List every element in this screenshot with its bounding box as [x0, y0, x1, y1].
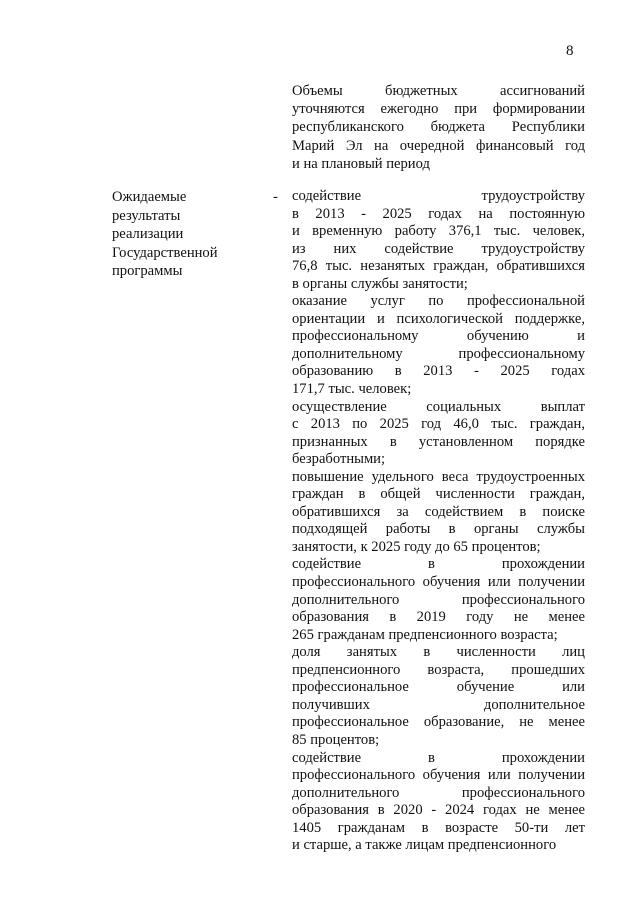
text-line: профессиональное обучение или — [292, 679, 585, 696]
text-line: образования в 2019 году не менее — [292, 609, 585, 626]
text-line: и на плановый период — [292, 155, 430, 172]
text-line: признанных в установленном порядке — [292, 433, 585, 450]
result-paragraph — [292, 399, 585, 469]
text-line: Объемы бюджетных ассигнований — [292, 83, 585, 99]
text-line: республиканского бюджета Республики — [292, 119, 585, 136]
label-line: Ожидаемые — [112, 189, 187, 205]
text-line: профессиональному обучению и — [292, 328, 585, 345]
text-line: в органы службы занятости; — [292, 275, 468, 292]
text-line: получивших дополнительное — [292, 696, 585, 713]
page-number: 8 — [566, 43, 574, 59]
text-line: профессионального обучения или получении — [292, 767, 585, 784]
text-line: из них содействие трудоустройству — [292, 240, 585, 257]
result-paragraph — [292, 188, 585, 293]
text-line: дополнительному профессиональному — [292, 345, 585, 362]
result-paragraph — [292, 293, 585, 398]
text-line: образования в 2020 - 2024 годах не менее — [292, 802, 585, 819]
result-paragraph — [292, 750, 585, 855]
text-line: содействие в прохождении — [292, 749, 585, 766]
result-paragraph — [292, 556, 585, 644]
label-dash: - — [273, 189, 278, 205]
expected-results-list — [292, 188, 585, 855]
text-line: профессиональное образование, не менее — [292, 714, 585, 731]
text-line: предпенсионного возраста, прошедших — [292, 661, 585, 678]
text-line: и временную работу 376,1 тыс. человек, — [292, 223, 585, 240]
budget-note-paragraph — [292, 82, 585, 173]
text-line: оказание услуг по профессиональной — [292, 293, 585, 310]
text-line: 76,8 тыс. незанятых граждан, обратившихся — [292, 258, 585, 275]
text-line: 265 гражданам предпенсионного возраста; — [292, 626, 558, 643]
text-line: граждан в общей численности граждан, — [292, 486, 585, 503]
label-line: результаты — [112, 207, 181, 224]
text-line: 171,7 тыс. человек; — [292, 381, 412, 398]
text-line: безработными; — [292, 451, 386, 468]
text-line: содействие в прохождении — [292, 556, 585, 573]
text-line: осуществление социальных выплат — [292, 398, 585, 415]
text-line: обратившихся за содействием в поиске — [292, 503, 585, 520]
text-line: занятости, к 2025 году до 65 процентов; — [292, 538, 541, 555]
text-line: образованию в 2013 - 2025 годах — [292, 363, 585, 380]
text-line: подходящей работы в органы службы — [292, 521, 585, 538]
text-line: с 2013 по 2025 год 46,0 тыс. граждан, — [292, 416, 585, 433]
text-line: в 2013 - 2025 годах на постоянную — [292, 205, 585, 222]
text-line: содействие трудоустройству — [292, 188, 585, 204]
text-line: повышение удельного веса трудоустроенных — [292, 468, 585, 485]
text-line: ориентации и психологической поддержке, — [292, 310, 585, 327]
label-line: программы — [112, 263, 183, 280]
text-line: 85 процентов; — [292, 731, 380, 748]
text-line: 1405 гражданам в возрасте 50-ти лет — [292, 819, 585, 836]
text-line: дополнительного профессионального — [292, 784, 585, 801]
result-paragraph — [292, 469, 585, 557]
result-paragraph — [292, 644, 585, 749]
text-line: доля занятых в численности лиц — [292, 644, 585, 661]
text-line: Марий Эл на очередной финансовый год — [292, 137, 585, 154]
text-line: дополнительного профессионального — [292, 591, 585, 608]
section-label — [112, 188, 262, 281]
text-line: и старше, а также лицам предпенсионного — [292, 837, 557, 854]
label-line: Государственной — [112, 244, 218, 261]
text-line: уточняются ежегодно при формировании — [292, 101, 585, 118]
text-line: профессионального обучения или получении — [292, 574, 585, 591]
label-line: реализации — [112, 226, 184, 243]
